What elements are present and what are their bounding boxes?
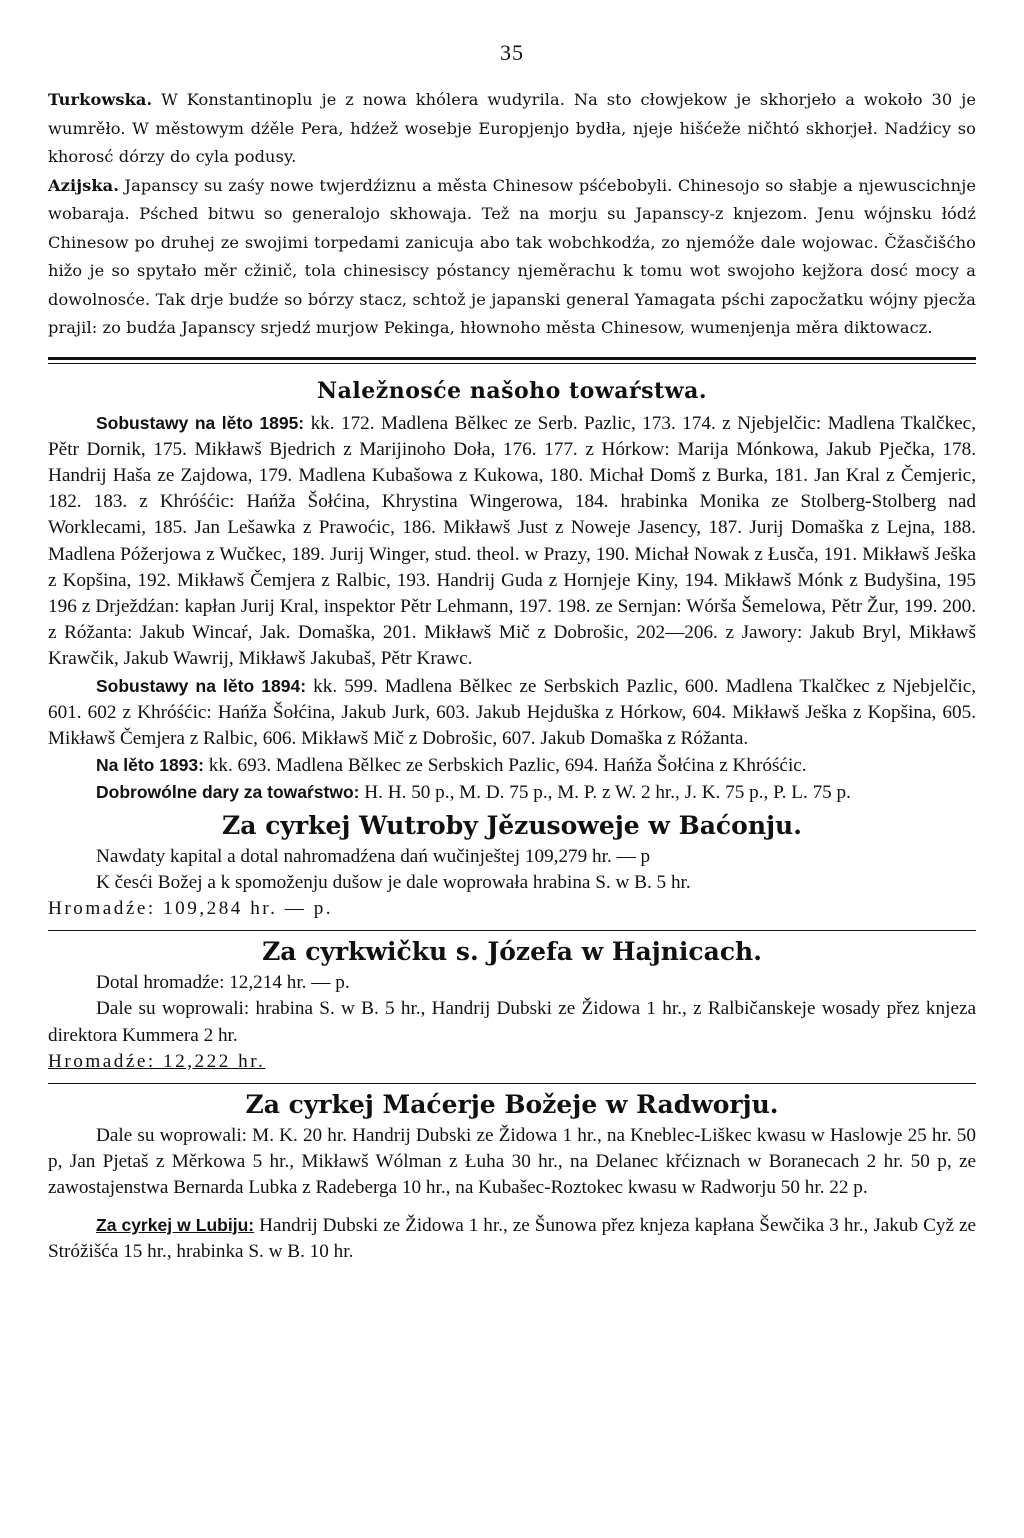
- news-lead-turkowska: Turkowska.: [48, 90, 153, 109]
- divider-bacon: [48, 930, 976, 931]
- members-1893: [48, 752, 976, 779]
- hajnicach-line-1: Dotal hromadźe: 12,214 hr. — p.: [96, 972, 350, 994]
- members-1893-label: Na lěto 1893:: [96, 755, 204, 776]
- hajnicach-line-2: Dale su woprowali: hrabina S. w B. 5 hr., Handrij Dubski ze Židowa 1 hr., z Ralbičanskeje wosady přez knjeza direktora Kummera 2 hr.: [48, 998, 976, 1046]
- lubiju-label: Za cyrkej w Lubiju:: [96, 1214, 255, 1235]
- section-title-bacon: Za cyrkej Wutroby Jězusoweje w Baćonju.: [222, 810, 802, 840]
- news-text-turkowska: W Konstantinoplu je z nowa khólera wudyrila. Na sto cłowjekow je skhorjeło a wokoło 30 je wumrěło. W městowym dźěle Pera, hdźež wosebje Europjenjo bydła, njeje hišćeže ničhtó skhorjeł. Nadźicy so khorosć dórzy do cyla podusy.: [48, 90, 976, 166]
- bacon-line-1: Nawdaty kapital a dotal nahromadźena dań wučinještej 109,279 hr. — p: [96, 845, 651, 867]
- section-title-hajnicach: Za cyrkwičku s. Józefa w Hajnicach.: [262, 937, 762, 967]
- members-1894: [48, 673, 976, 753]
- members-1895-text: kk. 172. Madlena Bělkec ze Serb. Pazlic, 173. 174. z Njebjelčic: Madlena Tkalčkec, Pětr Dornik, 175. Mikławš Bjedrich z Marijinoho Doła, 176. 177. z Hórkow: Marija Mónkowa, Jakub Pječka, 178. Handrij Haša ze Zajdowa, 179. Madlena Kubašowa z Kukowa, 180. Michał Domš z Burka, 181. Jan Kral z Čemjeric, 182. 183. z Khróśćic: Hańža Šołćina, Khrystina Wingerowa, 184. hrabinka Monika ze Stolberg-Stolberg nad Worklecami, 185. Jan Lešawka z Prawoćic, 186. Mikławš Just z Noweje Jasency, 187. Jurij Domaška z Lejna, 188. Madlena Póžerjowa z Wučkec, 189. Jurij Winger, stud. theol. w Prazy, 190. Michał Nowak z Łusča, 191. Mikławš Ješka z Kopšina, 192. Mikławš Čemjera z Ralbic, 193. Handrij Guda z Hornjeje Kiny, 194. Mikławš Mónk z Budyšina, 195 196 z Drježdźan: kapłan Jurij Kral, inspektor Pětr Lehmann, 197. 198. ze Sernjan: Wórša Šemelowa, Pětr Žur, 199. 200. z Róžanta: Jakub Wincaŕ, Jak. Domaška, 201. Mikławš Mič z Dobrošic, 202—206. z Jawory: Jakub Bryl, Mikławš Krawčik, Jakub Wawrij, Mikławš Jakubaš, Pětr Krawc.: [48, 412, 976, 670]
- section-title-radworju: Za cyrkej Maćerje Božeje w Radworju.: [245, 1089, 779, 1119]
- lubiju-text: Handrij Dubski ze Židowa 1 hr., ze Šunowa přez knjeza kapłana Šewčika 3 hr., Jakub Cyž ze Stróžišća 15 hr., hrabinka S. w B. 10 hr.: [48, 1214, 976, 1262]
- donations-text: H. H. 50 p., M. D. 75 p., M. P. z W. 2 hr., J. K. 75 p., P. L. 75 p.: [364, 782, 851, 804]
- lubiju-paragraph: [48, 1212, 976, 1265]
- radworju-text: Dale su woprowali: M. K. 20 hr. Handrij Dubski ze Židowa 1 hr., na Kneblec-Liškec kwasu w Haslowje 25 hr. 50 p, Jan Pjetaš z Měrkowa 5 hr., Mikławš Wólman z Łuha 30 hr., na Delanec křćiznach w Boranecach 2 hr. 50 p, ze zawostajenstwa Bernarda Lubka z Radeberga 10 hr., na Kubašec-Roztokec kwasu w Radworju 50 hr. 22 p.: [48, 1124, 976, 1199]
- members-1894-label: Sobustawy na lěto 1894:: [96, 675, 307, 696]
- divider-hajnicach: [48, 1083, 976, 1084]
- bacon-total: Hromadźe: 109,284 hr. — p.: [48, 897, 334, 919]
- news-paragraph-azijska: [48, 172, 976, 343]
- news-paragraph-turkowska: [48, 86, 976, 172]
- news-lead-azijska: Azijska.: [48, 175, 120, 195]
- section-divider: [48, 357, 976, 364]
- members-1894-text: kk. 599. Madlena Bělkec ze Serbskich Pazlic, 600. Madlena Tkalčkec z Njebjelčic, 601. 602 z Khróśćic: Hańža Šołćina, Jakub Jurk, 603. Jakub Hejduška z Hórkow, 604. Mikławš Ješka z Kopšina, 605. Mikławš Čemjera z Ralbic, 606. Mikławš Mič z Dobrošic, 607. Jakub Domaška z Róžanta.: [48, 675, 977, 749]
- hajnicach-total: Hromadźe: 12,222 hr.: [48, 1050, 266, 1072]
- section-title-towarstwa: Naležnosće našoho towaŕstwa.: [317, 377, 707, 404]
- donations: [48, 779, 976, 806]
- page: [48, 40, 976, 1265]
- donations-label: Dobrowólne dary za towaŕstwo:: [96, 782, 360, 803]
- bacon-line-2: K česći Božej a k spomoženju dušow je dale woprowała hrabina S. w B. 5 hr.: [96, 871, 691, 893]
- members-1895-label: Sobustawy na lěto 1895:: [96, 412, 305, 433]
- page-number: 35: [500, 40, 524, 65]
- news-text-azijska: Japanscy su zaśy nowe twjerdźiznu a města Chinesow pśćebobyli. Chinesojo so słabje a njewuscichnje wobaraja. Pśched bitwu so generalojo skhowaja. Tež na morju su Japanscy-z knjezom. Jenu wójnsku łódź Chinesow po druhej ze swojimi torpedami zanicuja abo tak wobchkodźa, zo njemóže dale wojowac. Čžasčišćho hižo je so spytało měr cžinič, tola chinesiscy póstancy njeměrachu k tomu wot swojoho kejžora dosć mocy a dowolnosće. Tak drje budźe so bórzy stacz, schtož je japanski general Yamagata pśchi zapocžatku wójny pjecža prajil: zo budźa Japanscy srjedź murjow Pekinga, hłownoho města Chinesow, wumenjenja měra diktowacz.: [48, 175, 976, 337]
- members-1893-text: kk. 693. Madlena Bělkec ze Serbskich Pazlic, 694. Hańža Šołćina z Khróśćic.: [208, 755, 807, 777]
- members-1895: [48, 410, 976, 673]
